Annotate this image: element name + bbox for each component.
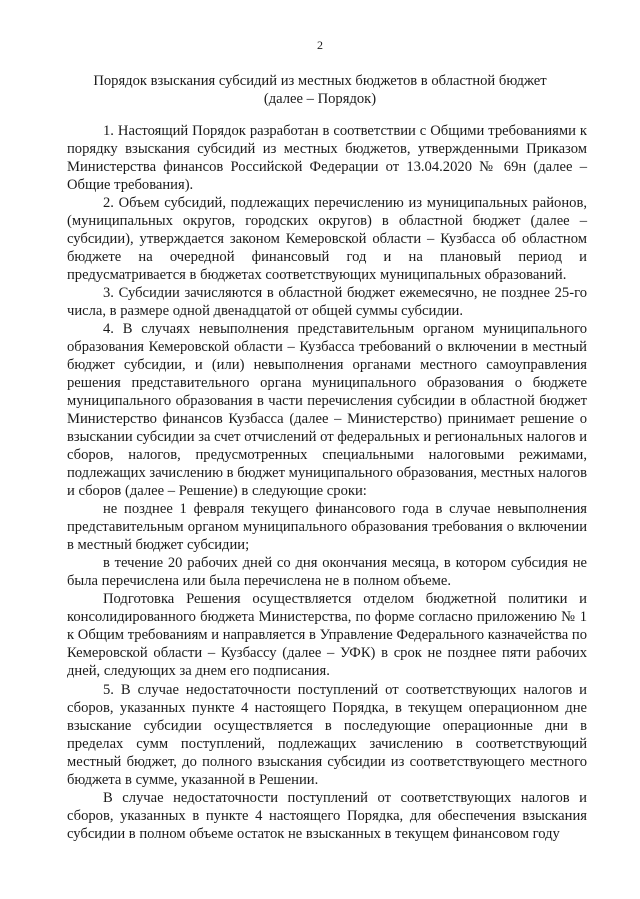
paragraph-5-continuation: В случае недостаточности поступлений от соответствующих налогов и сборов, указанных в пункте 4 настоящего Порядка, для обеспечения взыскания субсидии в полном объеме остаток не взысканных в текущем финансовом году <box>67 790 587 842</box>
paragraph-4-preparation: Подготовка Решения осуществляется отделом бюджетной политики и консолидированного бюджета Министерства, по форме согласно приложению № 1 к Общим требованиям и направляется в Управление Федерального казначейства по Кемеровской области – Кузбассу (далее – УФК) в срок не позднее пяти рабочих дней, следующих за днем его подписания. <box>67 591 587 679</box>
paragraph-4-deadline-1: не позднее 1 февраля текущего финансового года в случае невыполнения представительным органом муниципального образования требования о включении в местный бюджет субсидии; <box>67 501 587 553</box>
document-title <box>70 72 570 108</box>
paragraph-4: 4. В случаях невыполнения представительным органом муниципального образования Кемеровской области – Кузбасса требований о включении в местный бюджет субсидии, и (или) невыполнения органами местного самоуправления решения представительного органа муниципального образования о бюджете муниципального образования в части перечисления субсидии в областной бюджет Министерство финансов Кузбасса (далее – Министерство) принимает решение о взыскании субсидии за счет отчислений от федеральных и региональных налогов и сборов, налогов, предусмотренных специальными налоговыми режимами, подлежащих зачислению в бюджет муниципального образования, местных налогов и сборов (далее – Решение) в следующие сроки: <box>67 321 587 499</box>
paragraph-5: 5. В случае недостаточности поступлений от соответствующих налогов и сборов, указанных пункте 4 настоящего Порядка, в текущем операционном дне взыскание субсидии осуществляется в последующие операционные дни в пределах сумм поступлений, подлежащих зачислению в соответствующий местный бюджет, до полного взыскания субсидии из соответствующего местного бюджета в сумме, указанной в Решении. <box>67 682 587 788</box>
paragraph-4-deadline-2: в течение 20 рабочих дней со дня окончания месяца, в котором субсидия не была перечислена или была перечислена не в полном объеме. <box>67 555 587 589</box>
document-body <box>67 122 587 843</box>
paragraph-1: 1. Настоящий Порядок разработан в соответствии с Общими требованиями к порядку взыскания субсидий из местных бюджетов, утвержденными Приказом Министерства финансов Российской Федерации от 13.04.2020 № 69н (далее – Общие требования). <box>67 123 587 193</box>
page-number: 2 <box>317 38 323 52</box>
title-line-1: Порядок взыскания субсидий из местных бюджетов в областной бюджет <box>93 73 547 89</box>
title-line-2: (далее – Порядок) <box>263 91 377 107</box>
paragraph-3: 3. Субсидии зачисляются в областной бюджет ежемесячно, не позднее 25-го числа, в размере одной двенадцатой от общей суммы субсидии. <box>67 285 587 319</box>
paragraph-2: 2. Объем субсидий, подлежащих перечислению из муниципальных районов, (муниципальных округов, городских округов) в областной бюджет (далее – субсидии), утверждается законом Кемеровской области – Кузбасса об областном бюджете на очередной финансовый год и на плановый период и предусматривается в бюджетах соответствующих муниципальных образований. <box>67 195 587 283</box>
